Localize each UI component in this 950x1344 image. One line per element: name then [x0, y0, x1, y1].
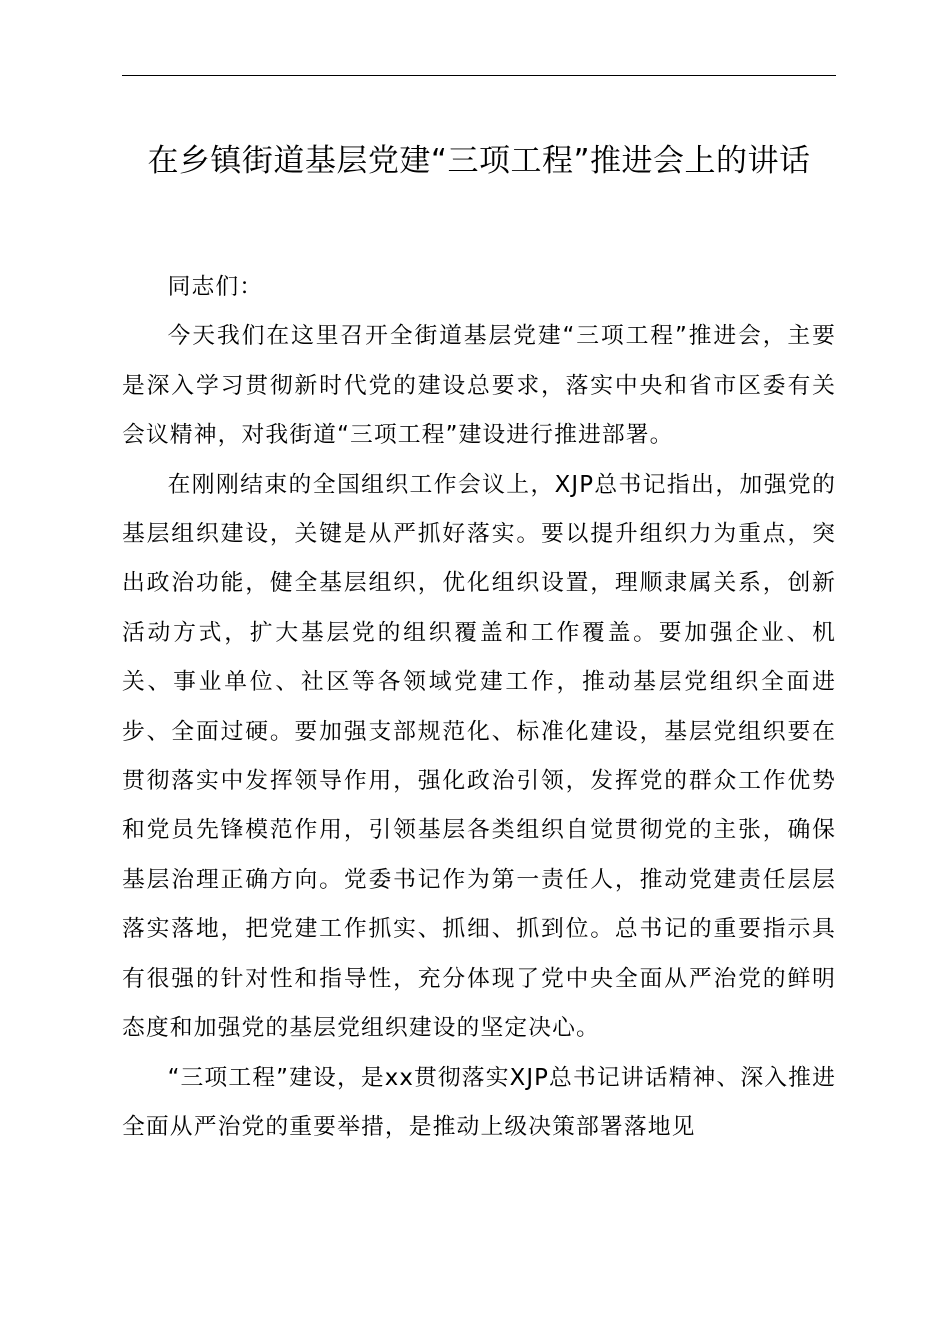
- document-title: 在乡镇街道基层党建“三项工程”推进会上的讲话: [147, 143, 811, 179]
- document-body: [122, 263, 836, 1152]
- paragraph: “三项工程”建设，是xx贯彻落实XJP总书记讲话精神、深入推进全面从严治党的重要举措，是推动上级决策部署落地见: [122, 1064, 836, 1140]
- header-rule: [122, 75, 836, 76]
- salutation: 同志们：: [167, 274, 264, 300]
- paragraph: 今天我们在这里召开全街道基层党建“三项工程”推进会，主要是深入学习贯彻新时代党的建设总要求，落实中央和省市区委有关会议精神，对我街道“三项工程”建设进行推进部署。: [122, 323, 836, 449]
- paragraph: 在刚刚结束的全国组织工作会议上，XJP总书记指出，加强党的基层组织建设，关键是从严抓好落实。要以提升组织力为重点，突出政治功能，健全基层组织，优化组织设置，理顺隶属关系，创新活动方式，扩大基层党的组织覆盖和工作覆盖。要加强企业、机关、事业单位、社区等各领域党建工作，推动基层党组织全面进步、全面过硬。要加强支部规范化、标准化建设，基层党组织要在贯彻落实中发挥领导作用，强化政治引领，发挥党的群众工作优势和党员先锋模范作用，引领基层各类组织自觉贯彻党的主张，确保基层治理正确方向。党委书记作为第一责任人，推动党建责任层层落实落地，把党建工作抓实、抓细、抓到位。总书记的重要指示具有很强的针对性和指导性，充分体现了党中央全面从严治党的鲜明态度和加强党的基层党组织建设的坚定决心。: [122, 471, 836, 1042]
